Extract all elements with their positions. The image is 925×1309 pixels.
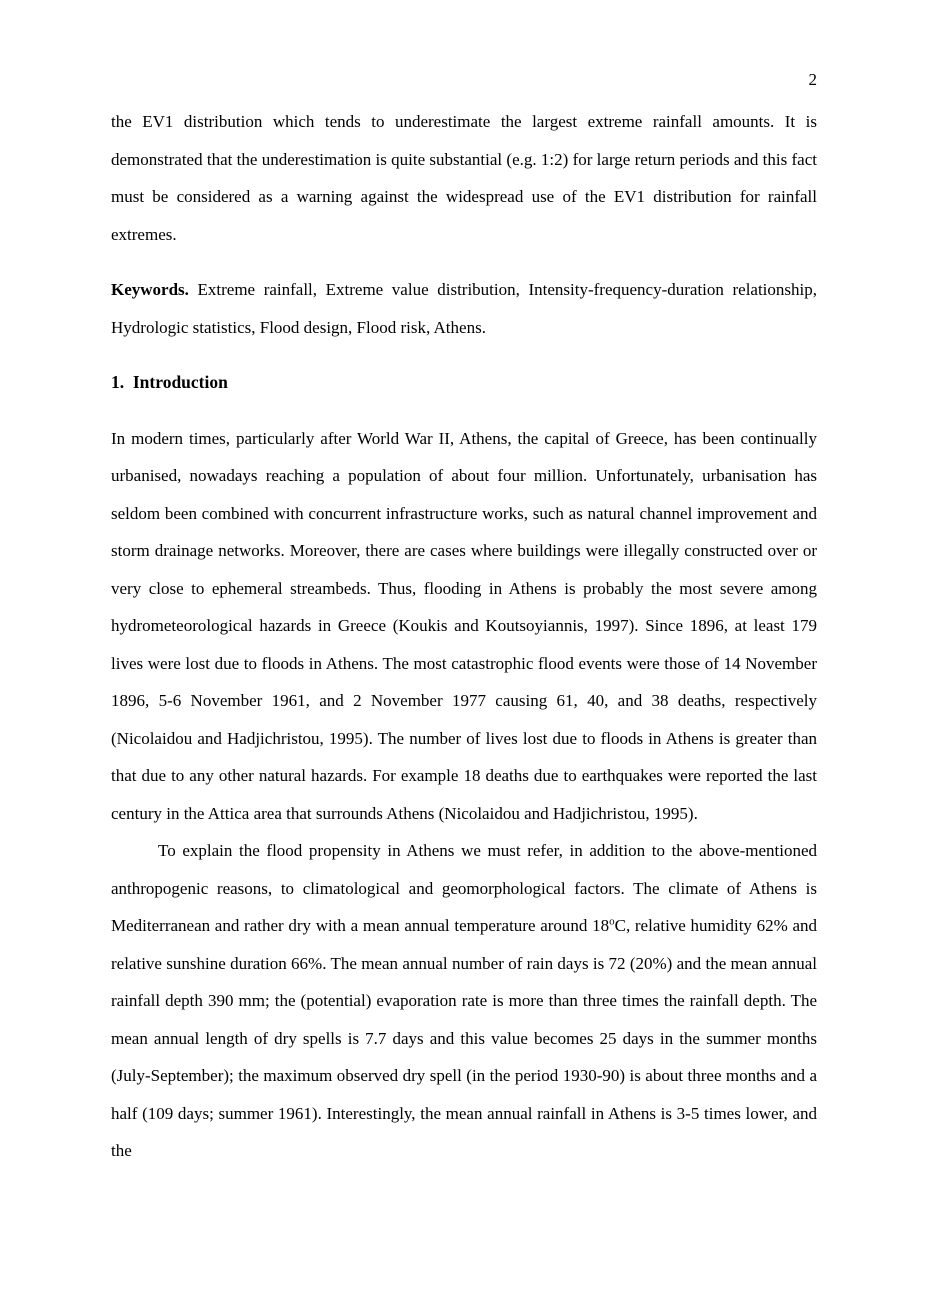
section-heading-introduction: 1. Introduction xyxy=(111,372,228,392)
paragraph-text-after-superscript: C, relative humidity 62% and relative sunshine duration 66%. The mean annual number of rain days is 72 (20%) and the mean annual rainfall depth 390 mm; the (potential) evaporation rate is more than three times the rainfall depth. The mean annual length of dry spells is 7.7 days and this value becomes 25 days in the summer months (July-September); the maximum observed dry spell (in the period 1930-90) is about three months and a half (109 days; summer 1961). Interestingly, the mean annual rainfall in Athens is 3-5 times lower, and the xyxy=(111,916,818,1160)
keywords-paragraph xyxy=(111,271,817,346)
abstract-closing-paragraph: the EV1 distribution which tends to underestimate the largest extreme rainfall amounts. It is demonstrated that the underestimation is quite substantial (e.g. 1:2) for large return periods and this fact must be considered as a warning against the widespread use of the EV1 distribution for rainfall extremes. xyxy=(111,112,817,244)
keywords-text: Extreme rainfall, Extreme value distribution, Intensity-frequency-duration relationship, Hydrologic statistics, Flood design, Flood risk, Athens. xyxy=(111,280,817,337)
degree-superscript: o xyxy=(609,915,615,928)
page-number: 2 xyxy=(808,70,817,89)
introduction-paragraph-1: In modern times, particularly after World War II, Athens, the capital of Greece, has been continually urbanised, nowadays reaching a population of about four million. Unfortunately, urbanisation has seldom been combined with concurrent infrastructure works, such as natural channel improvement and storm drainage networks. Moreover, there are cases where buildings were illegally constructed over or very close to ephemeral streambeds. Thus, flooding in Athens is probably the most severe among hydrometeorological hazards in Greece (Koukis and Koutsoyiannis, 1997). Since 1896, at least 179 lives were lost due to floods in Athens. The most catastrophic flood events were those of 14 November 1896, 5-6 November 1961, and 2 November 1977 causing 61, 40, and 38 deaths, respectively (Nicolaidou and Hadjichristou, 1995). The number of lives lost due to floods in Athens is greater than that due to any other natural hazards. For example 18 deaths due to earthquakes were reported the last century in the Attica area that surrounds Athens (Nicolaidou and Hadjichristou, 1995). xyxy=(111,428,817,823)
keywords-label: Keywords. xyxy=(111,280,189,299)
introduction-paragraph-2 xyxy=(111,832,817,1170)
paragraph-text-before-superscript: To explain the flood propensity in Athens we must refer, in addition to the above-mentioned anthropogenic reasons, to climatological and geomorphological factors. The climate of Athens is Mediterranean and rather dry with a mean annual temperature around 18 xyxy=(111,841,817,935)
